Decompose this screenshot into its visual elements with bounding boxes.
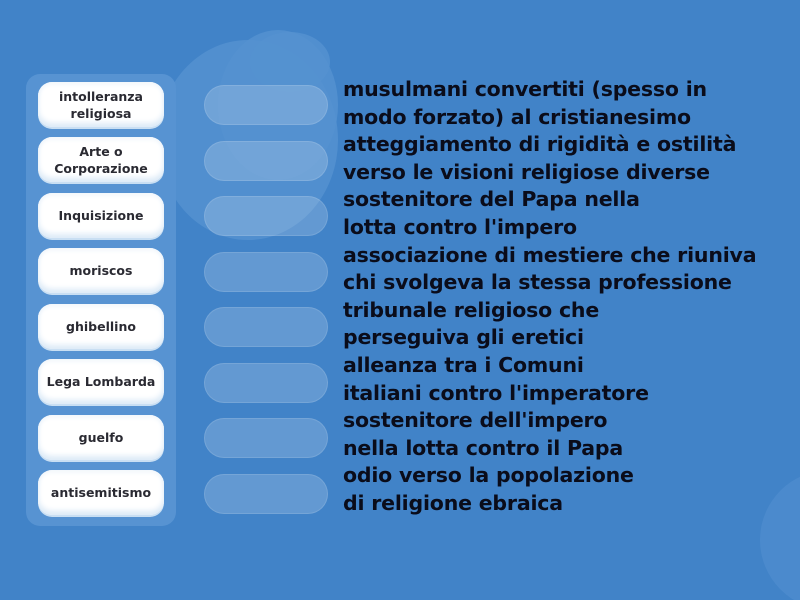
drop-slot[interactable] — [204, 418, 328, 458]
drop-slot[interactable] — [204, 252, 328, 292]
drop-slot[interactable] — [204, 307, 328, 347]
definition-text: tribunale religioso che — [343, 297, 600, 322]
drop-slot[interactable] — [204, 85, 328, 125]
definition-text: odio verso la popolazione — [343, 463, 634, 488]
definition-text: sostenitore del Papa nella — [343, 187, 640, 212]
drop-slot[interactable] — [204, 196, 328, 236]
definition-item — [343, 186, 793, 241]
draggable-tile[interactable]: intolleranza religiosa — [38, 82, 164, 127]
draggable-tile[interactable]: Arte o Corporazione — [38, 137, 164, 182]
definition-item — [343, 297, 793, 352]
drop-slot[interactable] — [204, 474, 328, 514]
definition-item — [343, 76, 793, 131]
draggable-tile[interactable]: ghibellino — [38, 304, 164, 349]
definition-text: musulmani convertiti (spesso in — [343, 77, 707, 101]
definition-text: lotta contro l'impero — [343, 214, 577, 239]
definition-text: italiani contro l'imperatore — [343, 380, 649, 405]
definition-text: di religione ebraica — [343, 490, 563, 515]
definition-text: nella lotta contro il Papa — [343, 435, 623, 460]
draggable-tile[interactable]: Inquisizione — [38, 193, 164, 238]
definition-text: associazione di mestiere che riuniva — [343, 242, 757, 267]
drop-slot[interactable] — [204, 141, 328, 181]
definition-text: sostenitore dell'impero — [343, 408, 608, 433]
tile-bank — [26, 74, 176, 526]
draggable-tile[interactable]: antisemitismo — [38, 470, 164, 515]
definition-item — [343, 242, 793, 297]
definition-text: alleanza tra i Comuni — [343, 352, 584, 377]
definition-text: chi svolgeva la stessa professione — [343, 270, 732, 295]
definition-text: modo forzato) al cristianesimo — [343, 104, 691, 129]
draggable-tile[interactable]: guelfo — [38, 415, 164, 460]
definition-text: verso le visioni religiose diverse — [343, 159, 710, 184]
definition-text: atteggiamento di rigidità e ostilità — [343, 132, 737, 157]
draggable-tile[interactable]: Lega Lombarda — [38, 359, 164, 404]
drop-slot[interactable] — [204, 363, 328, 403]
definition-text: perseguiva gli eretici — [343, 325, 584, 350]
definition-item — [343, 352, 793, 407]
definitions-list — [343, 76, 793, 518]
background-cloud — [250, 32, 330, 92]
draggable-tile[interactable]: moriscos — [38, 248, 164, 293]
definition-item — [343, 462, 793, 517]
definition-item — [343, 407, 793, 462]
definition-item — [343, 131, 793, 186]
